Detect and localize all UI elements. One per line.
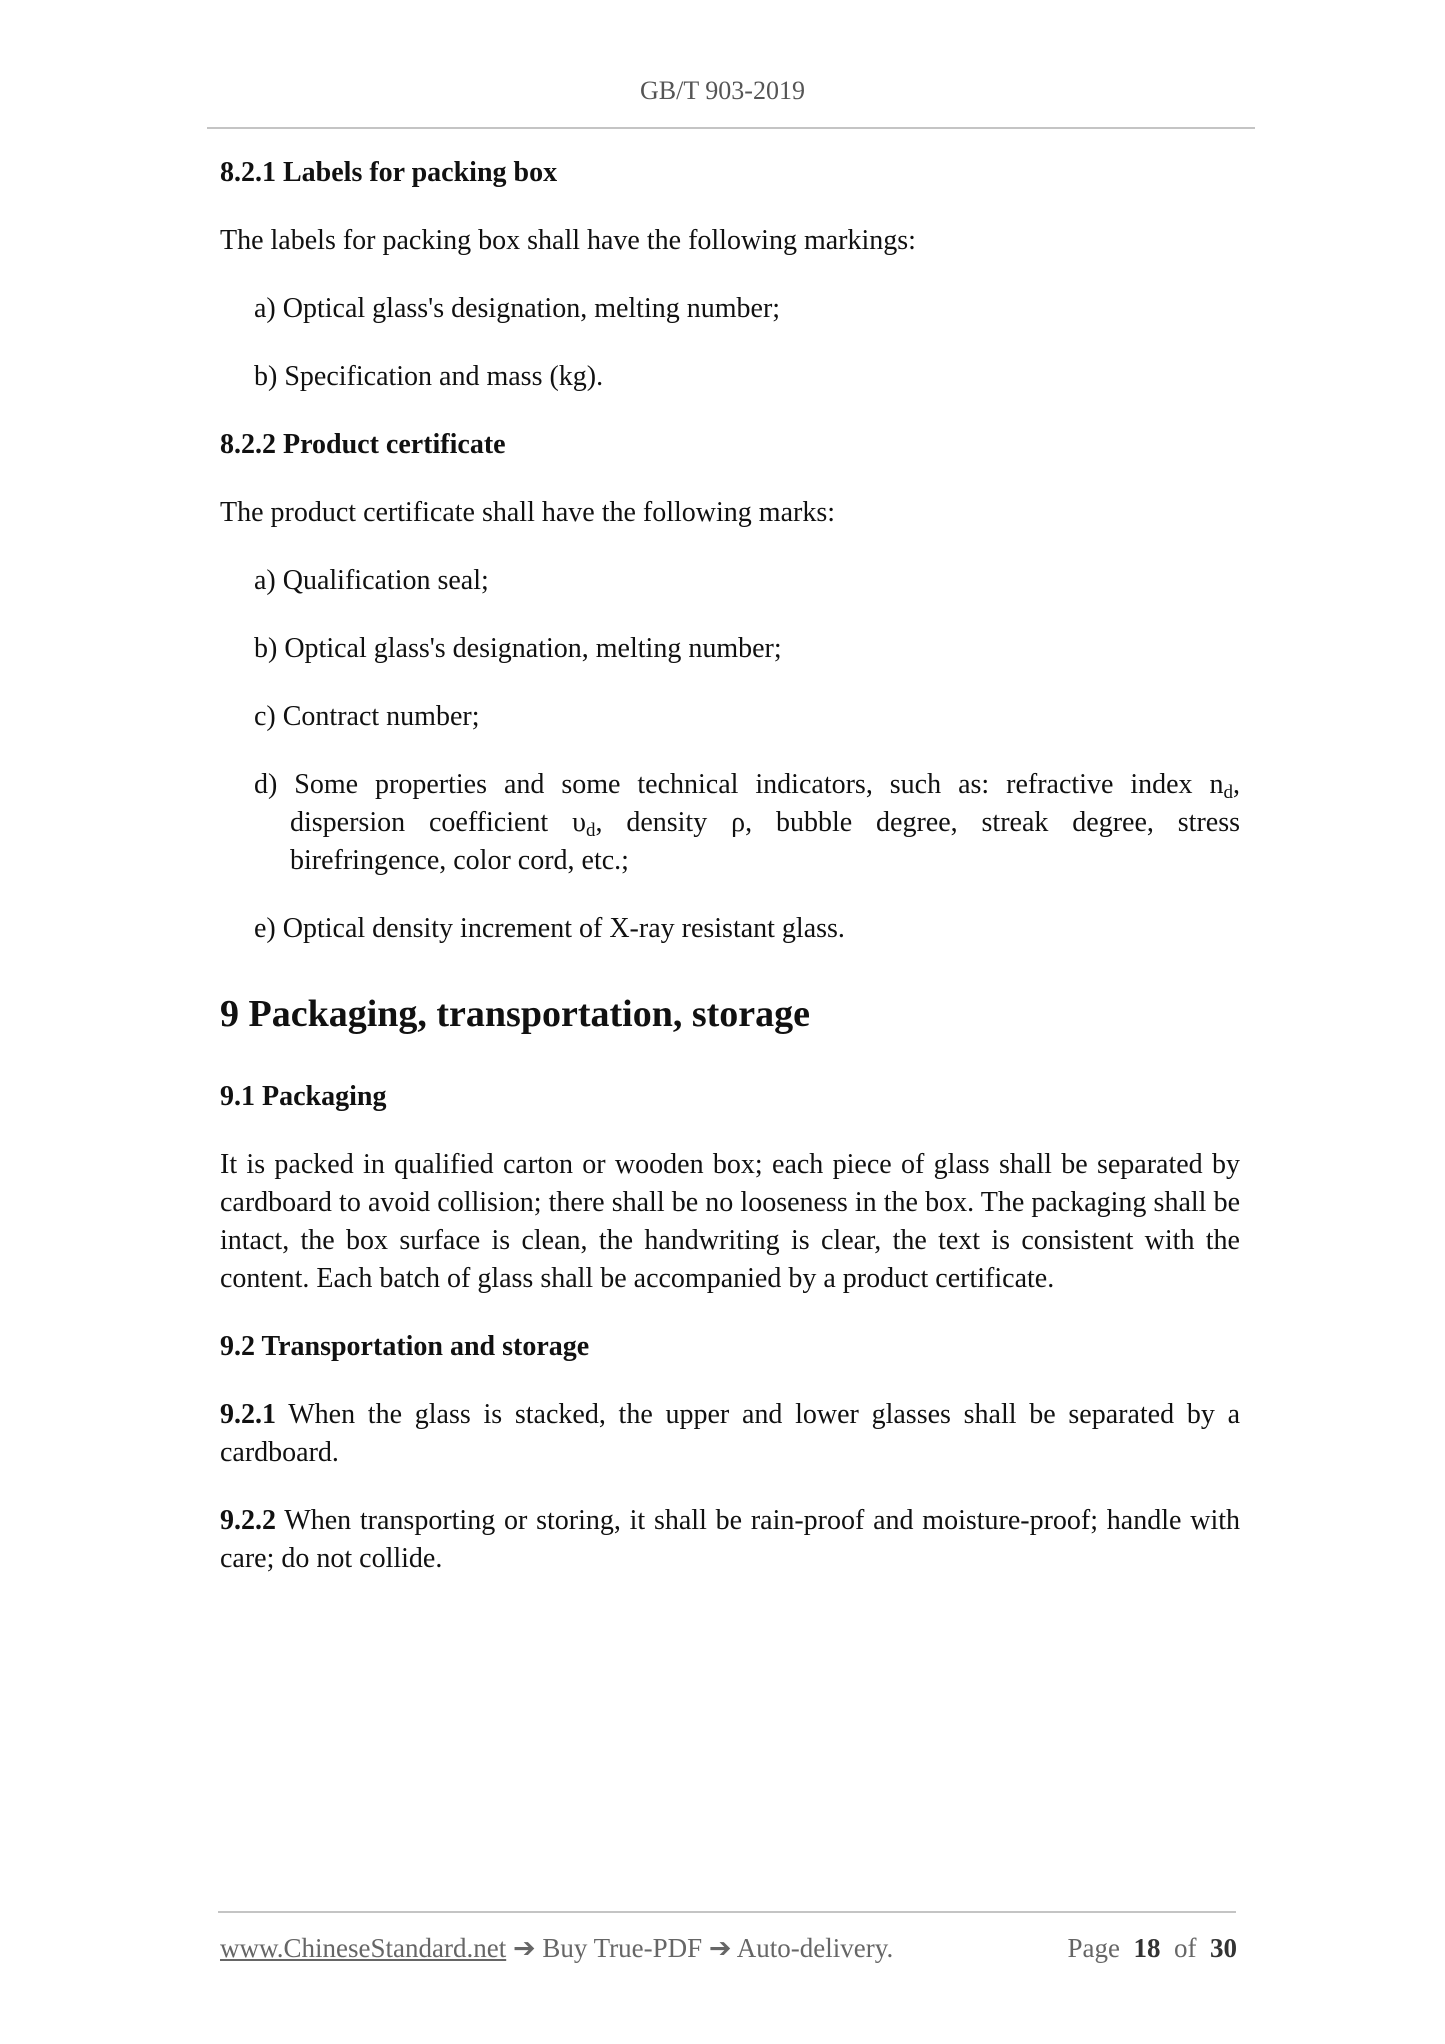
certificate-item-c: c) Contract number; — [254, 701, 480, 732]
footer-promo — [220, 1933, 893, 1964]
page-number: 18 — [1133, 1933, 1161, 1963]
footer-rule — [218, 1911, 1236, 1913]
clause-number-9-2-2: 9.2.2 — [220, 1505, 276, 1536]
header-rule — [207, 127, 1255, 129]
heading-9-1: 9.1 Packaging — [220, 1081, 387, 1112]
item-d-text-3: , density ρ, bubble degree, streak degree, stress birefringence, color cord, etc.; — [290, 807, 1240, 876]
arrow-right-icon: ➔ — [512, 1933, 536, 1963]
certificate-intro: The product certificate shall have the following marks: — [220, 497, 836, 528]
of-label: of — [1174, 1933, 1197, 1963]
certificate-item-a: a) Qualification seal; — [254, 565, 489, 596]
heading-9-2: 9.2 Transportation and storage — [220, 1331, 590, 1362]
item-d-text-1: d) Some properties and some technical indicators, such as: refractive index n — [254, 769, 1224, 800]
item-d-text-2: , dispersion coefficient υ — [290, 769, 1240, 838]
clause-number-9-2-1: 9.2.1 — [220, 1399, 276, 1430]
website-link[interactable]: www.ChineseStandard.net — [220, 1933, 507, 1963]
page-indicator — [1068, 1933, 1237, 1964]
item-d-subscript-1: d — [1223, 782, 1233, 803]
packaging-paragraph: It is packed in qualified carton or wooden box; each piece of glass shall be separated by cardboard to avoid collision; there shall be no looseness in the box. The packaging shall be intact, the box surface is clean, the handwriting is clear, the text is consistent with the content. Each batch of glass shall be accompanied by a product certificate. — [220, 1149, 1240, 1294]
total-pages: 30 — [1210, 1933, 1237, 1963]
clause-text-9-2-1: When the glass is stacked, the upper and lower glasses shall be separated by a cardboard. — [220, 1399, 1240, 1468]
certificate-item-e: e) Optical density increment of X-ray resistant glass. — [254, 913, 845, 944]
labels-intro: The labels for packing box shall have the following markings: — [220, 225, 916, 256]
arrow-right-icon: ➔ — [708, 1933, 732, 1963]
page-footer — [220, 1933, 1237, 1969]
labels-item-b: b) Specification and mass (kg). — [254, 361, 604, 392]
clause-text-9-2-2: When transporting or storing, it shall be rain-proof and moisture-proof; handle with care; do not collide. — [220, 1505, 1240, 1574]
item-d-subscript-2: d — [585, 820, 596, 841]
paragraph-9-2-1 — [220, 1396, 1240, 1472]
labels-item-a: a) Optical glass's designation, melting number; — [254, 293, 781, 324]
certificate-item-b: b) Optical glass's designation, melting number; — [254, 633, 782, 664]
auto-delivery-text: Auto-delivery. — [731, 1933, 894, 1963]
page-content — [220, 154, 1240, 1608]
buy-text: Buy True-PDF — [535, 1933, 709, 1963]
certificate-item-d — [254, 766, 1240, 880]
paragraph-9-2-2 — [220, 1502, 1240, 1578]
heading-8-2-2: 8.2.2 Product certificate — [220, 429, 506, 460]
heading-8-2-1: 8.2.1 Labels for packing box — [220, 157, 558, 188]
running-header: GB/T 903-2019 — [640, 76, 805, 105]
section-9-heading: 9 Packaging, transportation, storage — [220, 993, 811, 1035]
page-label: Page — [1067, 1933, 1120, 1963]
